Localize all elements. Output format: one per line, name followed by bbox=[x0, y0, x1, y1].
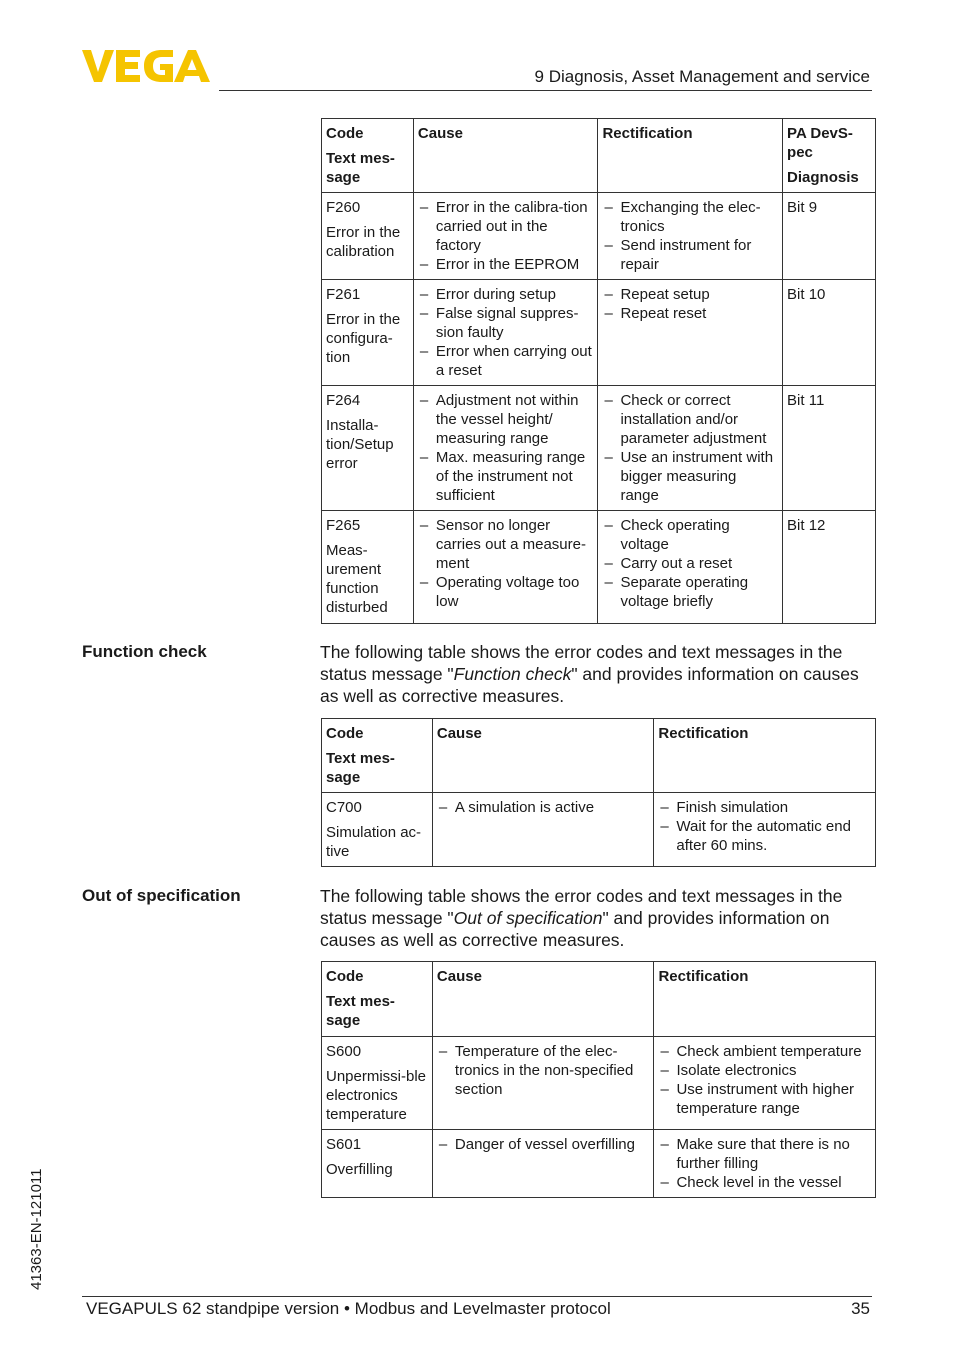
error-code: F265 bbox=[326, 517, 361, 534]
error-code: S600 bbox=[326, 1043, 362, 1060]
cause-item: – Temperature of the elec-tronics in the non-specified section bbox=[437, 1042, 650, 1099]
table-row bbox=[322, 1130, 876, 1198]
table-header-row bbox=[322, 119, 876, 193]
table-row bbox=[322, 793, 876, 867]
diagnosis-bit: Bit 11 bbox=[783, 386, 876, 511]
function-check-table bbox=[321, 718, 876, 867]
rectification-item: – Check or correct installation and/or parameter adjustment bbox=[602, 391, 778, 448]
cause-item: – Error in the EEPROM bbox=[418, 255, 594, 274]
footer-title: VEGAPULS 62 standpipe version • Modbus and Levelmaster protocol bbox=[86, 1299, 611, 1318]
vega-logo bbox=[82, 50, 212, 89]
cause-item: – Danger of vessel overfilling bbox=[437, 1135, 650, 1154]
header-rectification: Rectification bbox=[654, 719, 876, 793]
rectification-item: – Repeat setup bbox=[602, 285, 778, 304]
rectification-item: – Finish simulation bbox=[658, 798, 871, 817]
table-row bbox=[322, 386, 876, 511]
table-header-row bbox=[322, 962, 876, 1037]
cause-item: – A simulation is active bbox=[437, 798, 650, 817]
footer-divider bbox=[82, 1296, 872, 1297]
diagnosis-bit: Bit 10 bbox=[783, 280, 876, 386]
out-of-spec-intro: The following table shows the error codes and text messages in the status message "Out of specification" and provides information on causes as well as corrective measures. bbox=[320, 886, 843, 950]
header-code: Code Text mes- sage bbox=[322, 719, 433, 793]
rectification-item: – Isolate electronics bbox=[658, 1061, 871, 1080]
cause-item: – Max. measuring range of the instrument not sufficient bbox=[418, 448, 594, 505]
error-text: Meas-urement function disturbed bbox=[326, 542, 388, 616]
header-cause: Cause bbox=[432, 719, 654, 793]
error-code: F264 bbox=[326, 392, 361, 409]
error-text: Error in the calibration bbox=[326, 224, 401, 260]
cause-item: – Operating voltage too low bbox=[418, 573, 594, 611]
error-text: Unpermissi-ble electronics temperature bbox=[326, 1068, 427, 1123]
function-check-intro: The following table shows the error codes and text messages in the status message "Function check" and provides information on causes as well as corrective measures. bbox=[320, 642, 859, 706]
rectification-item: – Make sure that there is no further filling bbox=[658, 1135, 871, 1173]
rectification-item: – Repeat reset bbox=[602, 304, 778, 323]
diagnosis-bit: Bit 9 bbox=[783, 193, 876, 280]
header-cause: Cause bbox=[413, 119, 598, 193]
table-row bbox=[322, 280, 876, 386]
rectification-item: – Carry out a reset bbox=[602, 554, 778, 573]
rectification-item: – Use an instrument with bigger measuring range bbox=[602, 448, 778, 505]
failure-table bbox=[321, 118, 876, 624]
diagnosis-bit: Bit 12 bbox=[783, 511, 876, 624]
error-code: S601 bbox=[326, 1136, 362, 1153]
error-code: F261 bbox=[326, 286, 361, 303]
error-text: Overfilling bbox=[326, 1161, 393, 1178]
cause-item: – Error during setup bbox=[418, 285, 594, 304]
rectification-item: – Check operating voltage bbox=[602, 516, 778, 554]
table-row bbox=[322, 1037, 876, 1130]
cause-item: – False signal suppres-sion faulty bbox=[418, 304, 594, 342]
header-cause: Cause bbox=[432, 962, 654, 1037]
table-row bbox=[322, 511, 876, 624]
document-id: 41363-EN-121011 bbox=[28, 1168, 45, 1290]
function-check-heading: Function check bbox=[82, 642, 207, 661]
rectification-item: – Exchanging the elec-tronics bbox=[602, 198, 778, 236]
rectification-item: – Use instrument with higher temperature range bbox=[658, 1080, 871, 1118]
table-row bbox=[322, 193, 876, 280]
error-text: Simulation ac-tive bbox=[326, 824, 422, 860]
out-of-spec-table bbox=[321, 961, 876, 1198]
section-title: 9 Diagnosis, Asset Management and service bbox=[534, 67, 870, 86]
header-rectification: Rectification bbox=[598, 119, 783, 193]
cause-item: – Error in the calibra-tion carried out in the factory bbox=[418, 198, 594, 255]
header-divider bbox=[219, 90, 872, 91]
error-code: F260 bbox=[326, 199, 361, 216]
cause-item: – Error when carrying out a reset bbox=[418, 342, 594, 380]
rectification-item: – Check ambient temperature bbox=[658, 1042, 871, 1061]
page-number: 35 bbox=[851, 1299, 870, 1318]
rectification-item: – Separate operating voltage briefly bbox=[602, 573, 778, 611]
header-pa-devspec: PA DevS- pec Diagnosis bbox=[783, 119, 876, 193]
error-text: Error in the configura-tion bbox=[326, 311, 401, 366]
out-of-spec-heading: Out of specification bbox=[82, 886, 241, 905]
rectification-item: – Check level in the vessel bbox=[658, 1173, 871, 1192]
error-code: C700 bbox=[326, 799, 362, 816]
rectification-item: – Wait for the automatic end after 60 mins. bbox=[658, 817, 871, 855]
cause-item: – Adjustment not within the vessel height/ measuring range bbox=[418, 391, 594, 448]
header-code: Code Text mes- sage bbox=[322, 119, 414, 193]
error-text: Installa-tion/Setup error bbox=[326, 417, 394, 472]
rectification-item: – Send instrument for repair bbox=[602, 236, 778, 274]
header-rectification: Rectification bbox=[654, 962, 876, 1037]
header-code: Code Text mes- sage bbox=[322, 962, 433, 1037]
cause-item: – Sensor no longer carries out a measure-ment bbox=[418, 516, 594, 573]
table-header-row bbox=[322, 719, 876, 793]
